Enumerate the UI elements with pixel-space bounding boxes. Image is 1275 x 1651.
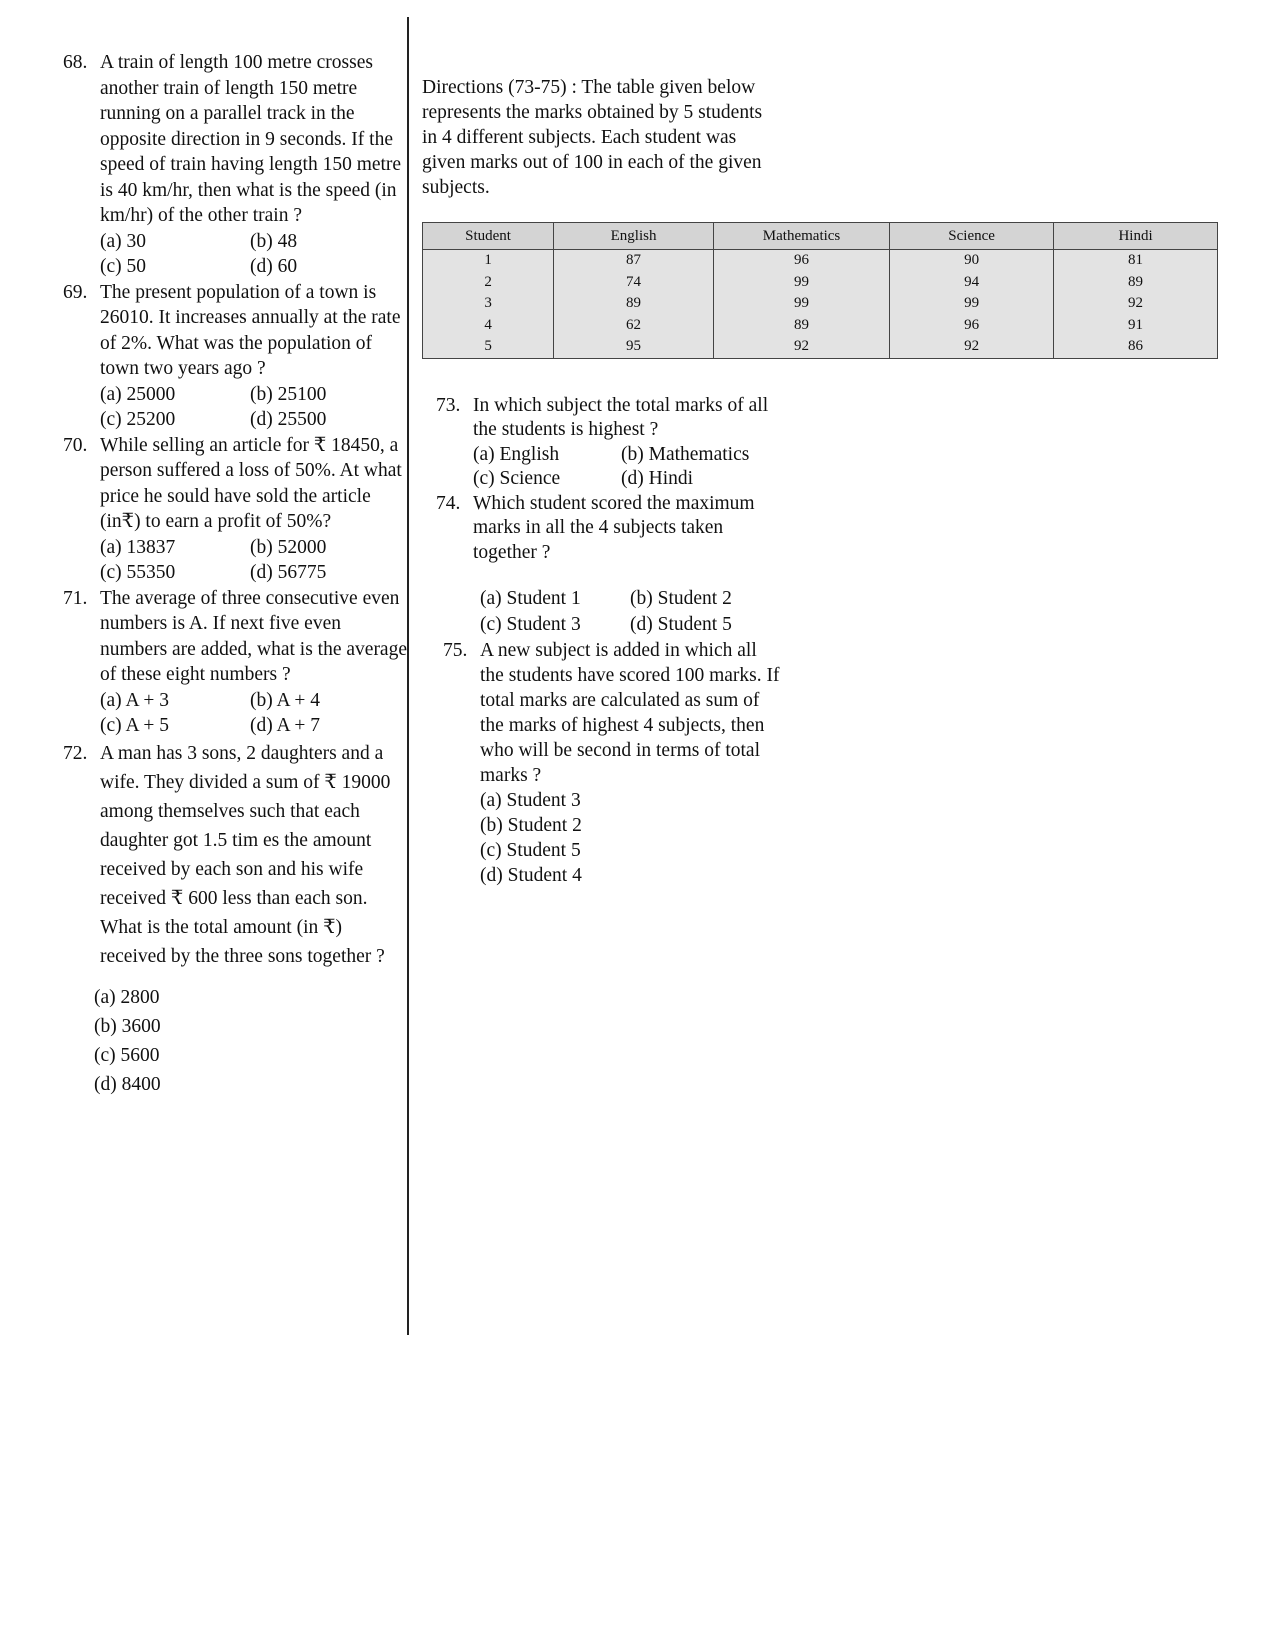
table-cell: 62	[554, 315, 714, 337]
options	[100, 382, 408, 433]
question-number: 68.	[63, 52, 88, 73]
option-a: (a) 30	[100, 230, 147, 252]
table-cell: 74	[554, 272, 714, 294]
option-d: (d) 25500	[250, 409, 327, 430]
option-c: (c) 55350	[100, 562, 176, 583]
table-cell: 90	[890, 250, 1054, 272]
options	[94, 983, 408, 1099]
options	[100, 688, 408, 739]
option-c: (c) 5600	[94, 1044, 160, 1066]
table-row	[423, 250, 1218, 272]
table-cell: 96	[713, 250, 889, 272]
option-c: (c) 25200	[100, 409, 176, 430]
table-cell: 1	[423, 250, 554, 272]
question-text: The present population of a town is 26010. It increases annually at the rate of 2%. What was the population of town two years ago ?	[100, 281, 401, 379]
table-cell: 3	[423, 293, 554, 315]
header-english: English	[554, 223, 714, 250]
option-b: (b) 52000	[250, 536, 327, 558]
option-b: (b) 48	[250, 230, 298, 252]
option-b: (b) Student 2	[480, 815, 582, 836]
table-cell: 99	[713, 293, 889, 315]
question-number: 69.	[63, 281, 88, 303]
question-75	[443, 638, 781, 888]
question-73	[436, 394, 781, 492]
question-number: 70.	[63, 434, 88, 456]
question-text: Which student scored the maximum marks in all the 4 subjects taken together ?	[473, 492, 755, 563]
table-cell: 2	[423, 272, 554, 294]
options	[100, 535, 408, 586]
table-row	[423, 315, 1218, 337]
right-column	[422, 75, 1222, 888]
table-cell: 94	[890, 272, 1054, 294]
option-d: (d) 56775	[250, 562, 327, 583]
table-cell: 5	[423, 336, 554, 358]
table-cell: 89	[713, 315, 889, 337]
question-number: 73.	[436, 394, 461, 416]
question-72	[63, 739, 408, 1099]
table-cell: 92	[713, 336, 889, 358]
table-cell: 89	[554, 293, 714, 315]
table-cell: 99	[713, 272, 889, 294]
option-a: (a) Student 3	[480, 790, 581, 811]
question-number: 75.	[443, 640, 468, 661]
option-a: (a) 25000	[100, 383, 176, 405]
table-cell: 89	[1054, 272, 1218, 294]
option-d: (d) Hindi	[621, 468, 694, 489]
option-d: (d) Student 5	[630, 614, 732, 635]
table-row	[423, 336, 1218, 358]
option-a: (a) A + 3	[100, 689, 169, 711]
right-questions	[436, 394, 781, 889]
question-number: 72.	[63, 742, 88, 764]
table-header-row	[423, 223, 1218, 250]
option-b: (b) 3600	[94, 1015, 161, 1037]
option-b: (b) 25100	[250, 383, 327, 405]
option-a: (a) 13837	[100, 536, 176, 558]
left-column	[63, 50, 408, 1099]
table-row	[423, 293, 1218, 315]
table-cell: 81	[1054, 250, 1218, 272]
header-mathematics: Mathematics	[713, 223, 889, 250]
table-cell: 95	[554, 336, 714, 358]
option-d: (d) 60	[250, 256, 298, 277]
table-cell: 87	[554, 250, 714, 272]
option-d: (d) A + 7	[250, 715, 321, 736]
options	[480, 788, 781, 888]
option-d: (d) Student 4	[480, 865, 582, 886]
header-science: Science	[890, 223, 1054, 250]
table-row	[423, 272, 1218, 294]
option-d: (d) 8400	[94, 1073, 161, 1095]
table-cell: 91	[1054, 315, 1218, 337]
option-a: (a) 2800	[94, 986, 160, 1008]
question-74	[436, 492, 781, 639]
options	[480, 586, 781, 638]
question-71	[63, 586, 408, 739]
option-c: (c) Student 3	[480, 614, 581, 635]
question-text: While selling an article for ₹ 18450, a person suffered a loss of 50%. At what price he sould have sold the article (in₹) to earn a profit of 50%?	[100, 434, 402, 532]
question-number: 71.	[63, 587, 88, 609]
question-70	[63, 433, 408, 586]
question-text: A new subject is added in which all the students have scored 100 marks. If total marks are calculated as sum of the marks of highest 4 subjects, then who will be second in terms of total marks ?	[480, 640, 780, 786]
option-c: (c) Science	[473, 468, 561, 489]
header-student: Student	[423, 223, 554, 250]
table-cell: 96	[890, 315, 1054, 337]
question-69	[63, 280, 408, 433]
table-cell: 86	[1054, 336, 1218, 358]
table-cell: 92	[1054, 293, 1218, 315]
option-a: (a) English	[473, 443, 560, 465]
option-a: (a) Student 1	[480, 588, 581, 609]
option-b: (b) A + 4	[250, 689, 321, 711]
question-text: In which subject the total marks of all the students is highest ?	[473, 394, 769, 440]
option-c: (c) 50	[100, 256, 147, 277]
question-text: The average of three consecutive even numbers is A. If next five even numbers are added, what is the average of these eight numbers ?	[100, 587, 407, 685]
directions-text: Directions (73-75) : The table given below represents the marks obtained by 5 students in 4 different subjects. Each student was given marks out of 100 in each of the given subjects.	[422, 77, 763, 198]
table-cell: 4	[423, 315, 554, 337]
question-text: A train of length 100 metre crosses another train of length 150 metre running on a parallel track in the opposite direction in 9 seconds. If the speed of train having length 150 metre is 40 km/hr, then what is the speed (in km/hr) of the other train ?	[100, 52, 402, 226]
option-c: (c) A + 5	[100, 715, 169, 736]
table-cell: 92	[890, 336, 1054, 358]
option-b: (b) Student 2	[630, 588, 732, 609]
table-cell: 99	[890, 293, 1054, 315]
option-b: (b) Mathematics	[621, 443, 750, 465]
question-text: A man has 3 sons, 2 daughters and a wife. They divided a sum of ₹ 19000 among themselves such that each daughter got 1.5 tim es the amount received by each son and his wife received ₹ 600 less than each son. What is the total amount (in ₹) received by the three sons together ?	[100, 742, 391, 967]
header-hindi: Hindi	[1054, 223, 1218, 250]
question-number: 74.	[436, 492, 461, 514]
options	[100, 229, 408, 280]
options	[473, 443, 781, 492]
option-c: (c) Student 5	[480, 840, 581, 861]
marks-table	[422, 222, 1218, 359]
question-68	[63, 50, 408, 280]
